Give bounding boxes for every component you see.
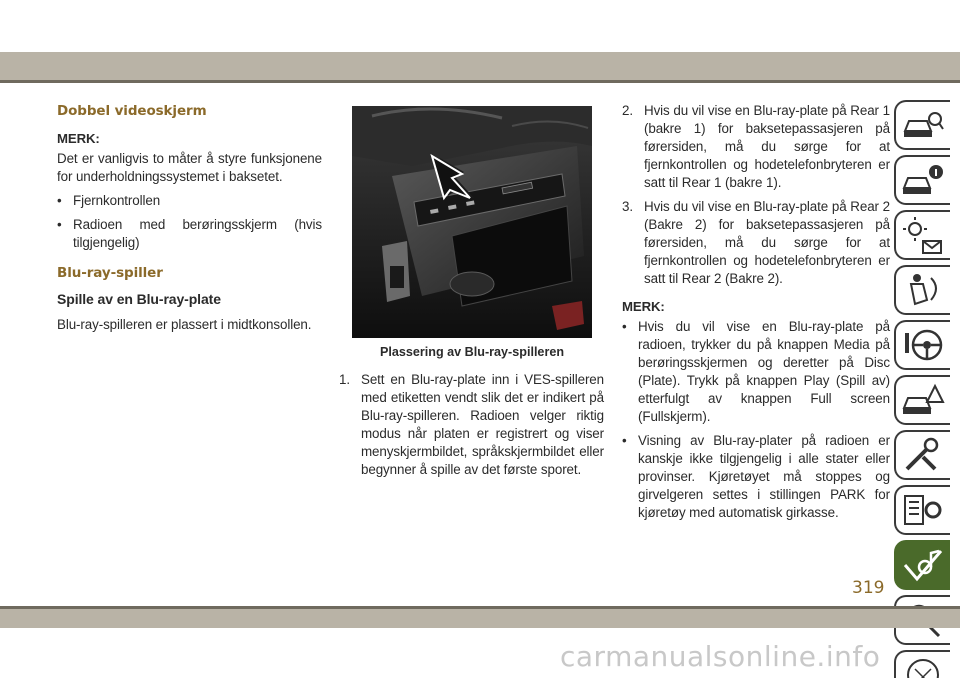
note-label: MERK: <box>57 131 100 146</box>
watermark-text: carmanualsonline.info <box>560 640 881 673</box>
tab-index[interactable] <box>894 650 950 678</box>
subheading-play-disc: Spille av en Blu-ray-plate <box>57 291 221 307</box>
steering-wheel-icon <box>901 325 945 365</box>
column-right <box>622 102 890 528</box>
bullet-marker: • <box>57 217 62 232</box>
item-text: Hvis du vil vise en Blu-ray-plate på Rear 1 (bakre 1) for baksetepassasjeren på førersiden, må du sørge for at fjernkontrollen og hodetelefonbryteren er satt til Rear 1 (bakre 1). <box>644 103 890 190</box>
item-number: 3. <box>622 199 633 214</box>
bluray-player-photo <box>352 106 592 338</box>
gear-list-icon <box>901 490 945 530</box>
list-item-text: Hvis du vil vise en Blu-ray-plate på radioen, trykker du på knappen Media på berøringsskjermen og deretter på Disc (Plate). Trykk på knappen Play (Spill av) etterfulgt av knappen Full screen (Fullskjerm). <box>638 319 890 424</box>
note-label: MERK: <box>622 299 665 314</box>
car-search-icon <box>901 105 945 145</box>
list-item-text: Fjernkontrollen <box>73 193 161 208</box>
bullet-marker: • <box>57 193 62 208</box>
list-item <box>622 432 890 522</box>
section-heading-bluray: Blu-ray-spiller <box>57 265 163 281</box>
top-band <box>0 52 960 80</box>
tab-multimedia[interactable] <box>894 540 950 590</box>
item-text: Hvis du vil vise en Blu-ray-plate på Rear 2 (Bakre 2) for baksetepassasjeren på førersiden, må du sørge for at fjernkontrollen og hodetelefonbryteren er satt til Rear 2 (Bakre 2). <box>644 199 890 286</box>
car-warning-icon <box>901 380 945 420</box>
list-item-text: Visning av Blu-ray-plater på radioen er kanskje ikke tilgjengelig i alle stater eller provinser. Kjøretøyet må stoppes og girvelgeren settes i stillingen PARK for kjøretøy med automatisk girkasse. <box>638 433 890 520</box>
index-letters-icon <box>901 655 945 678</box>
tab-warning-lights[interactable] <box>894 210 950 260</box>
body-text: Blu-ray-spilleren er plassert i midtkonsollen. <box>57 317 312 332</box>
list-item <box>57 192 322 210</box>
bullet-marker: • <box>622 319 627 334</box>
tab-steering[interactable] <box>894 320 950 370</box>
numbered-item <box>622 102 890 192</box>
section-heading-dual-screen: Dobbel videoskjerm <box>57 103 207 119</box>
page-number: 319 <box>852 578 885 598</box>
bottom-band <box>0 609 960 628</box>
intro-text: Det er vanligvis to måter å styre funksjonene for underholdningssystemet i baksetet. <box>57 151 322 184</box>
top-rule <box>0 80 960 83</box>
tab-car-search[interactable] <box>894 100 950 150</box>
tab-airbag[interactable] <box>894 265 950 315</box>
warning-lights-icon <box>901 215 945 255</box>
airbag-icon <box>901 270 945 310</box>
item-number: 2. <box>622 103 633 118</box>
tab-gear-list[interactable] <box>894 485 950 535</box>
tab-tools[interactable] <box>894 430 950 480</box>
list-item <box>57 216 322 252</box>
multimedia-icon <box>901 545 945 585</box>
tools-icon <box>901 435 945 475</box>
column-middle <box>339 371 604 485</box>
numbered-item <box>339 371 604 479</box>
bullet-marker: • <box>622 433 627 448</box>
tab-car-info[interactable] <box>894 155 950 205</box>
figure-caption: Plassering av Blu-ray-spilleren <box>379 345 565 359</box>
numbered-item <box>622 198 890 288</box>
console-illustration <box>352 106 592 338</box>
item-text: Sett en Blu-ray-plate inn i VES-spilleren med etiketten vendt slik det er indikert på Blu-ray-spilleren. Radioen velger riktig modus når platen er registrert og viser menyskjermbildet, språkskjermbildet eller begynner å spille av det første sporet. <box>361 372 604 477</box>
list-item <box>622 318 890 426</box>
list-item-text: Radioen med berøringsskjerm (hvis tilgjengelig) <box>73 217 322 250</box>
item-number: 1. <box>339 372 350 387</box>
column-left <box>57 102 322 340</box>
car-info-icon <box>901 160 945 200</box>
chapter-tabs <box>894 100 952 678</box>
tab-car-warning[interactable] <box>894 375 950 425</box>
